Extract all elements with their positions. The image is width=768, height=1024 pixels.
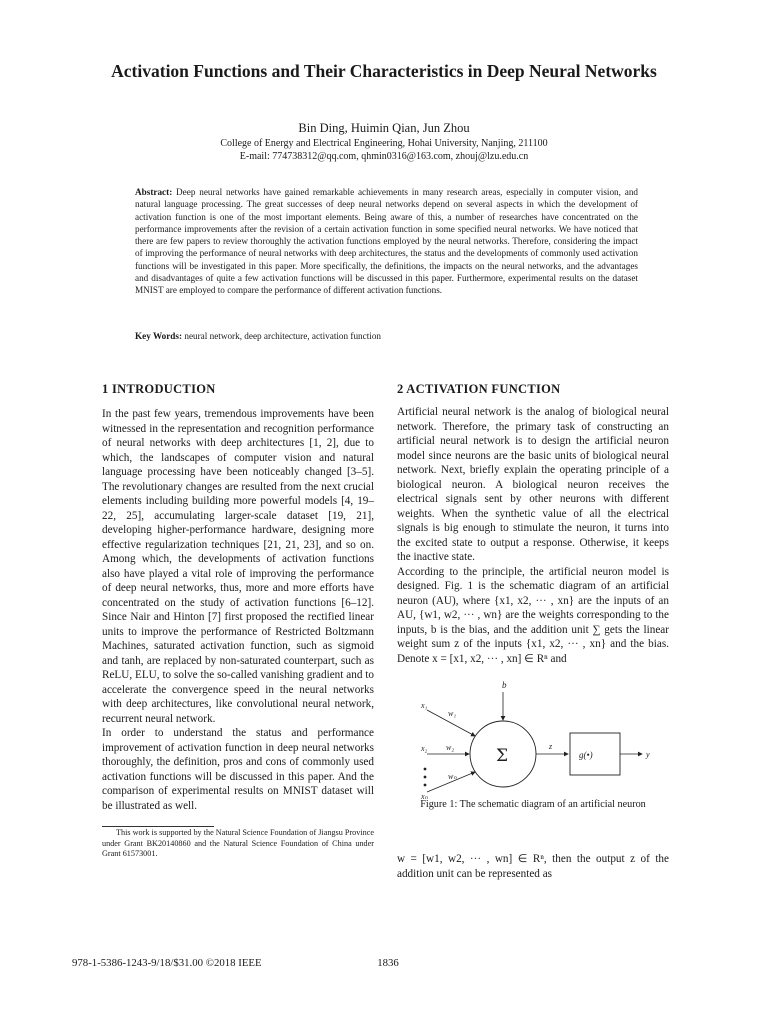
introduction-column <box>102 407 374 813</box>
author-list: Bin Ding, Huimin Qian, Jun Zhou <box>298 121 470 135</box>
keywords <box>135 331 638 341</box>
affiliation-block <box>100 138 668 163</box>
ellipsis-dot <box>424 784 427 787</box>
summation-symbol: Σ <box>496 746 509 766</box>
activation-paragraph-1: Artificial neural network is the analog of biological neural network. Therefore, the primary task of constructing an artificial neural network is to design the artificial neuron model since neurons are the basic units of biological neural network. Next, briefly explain the operating principle of a biological neuron. A biological neuron receives the electrical signals sent by other neurons with different weights. When the synthetic value of all the electrical signals is big enough to stimulate the neuron, it turns into the excited state to output a response. Otherwise, it keeps the inactive state. <box>397 406 669 563</box>
activation-paragraph-2: According to the principle, the artificial neuron model is designed. Fig. 1 is the schematic diagram of an artificial neuron (AU), where {x1, x2, ··· , xn} are the inputs of an AU, {w1, w2, ··· , wn} are the weights corresponding to the inputs, b is the bias, and the addition unit ∑ gets the linear weight sum z of the inputs {x1, x2, ··· , xn} and the bias. Denote x = [x1, x2, ··· , xn] ∈ Rⁿ and <box>397 565 669 665</box>
activation-continued <box>397 852 669 881</box>
input-xn-label: xₙ <box>421 792 428 800</box>
weight-w1-label: w₁ <box>448 709 457 718</box>
section-heading-activation-function: 2 ACTIVATION FUNCTION <box>397 382 561 396</box>
isbn-copyright: 978-1-5386-1243-9/18/$31.00 ©2018 IEEE <box>72 957 262 969</box>
activation-function-label: g(•) <box>579 750 593 760</box>
email-line: E-mail: 774738312@qq.com, qhmin0316@163.com, zhouj@lzu.edu.cn <box>239 150 529 162</box>
output-y-label: y <box>646 750 650 759</box>
abstract <box>135 186 638 297</box>
footnote-rule <box>102 826 214 827</box>
funding-footnote: This work is supported by the Natural Science Foundation of Jiangsu Province under Grant BK20140860 and the Natural Science Foundation of China under Grant 61573001. <box>102 828 374 858</box>
keywords-text: neural network, deep architecture, activation function <box>184 331 382 341</box>
z-label: z <box>549 742 553 751</box>
weight-wn-label: wₙ <box>448 772 457 781</box>
input-x1-label: x₁ <box>421 701 428 710</box>
ellipsis-dot <box>424 768 427 771</box>
intro-paragraph-2: In order to understand the status and performance improvement of activation function in deep neural networks thoroughly, the definition, pros and cons of commonly used activation functions will be discussed in this paper. And the comparison of experimental results on MNIST dataset will be illustrated as well. <box>102 727 374 812</box>
intro-paragraph-1: In the past few years, tremendous improvements have been witnessed in the representation and recognition performance of neural networks with deep architectures [1, 2], due to which, the landscapes of computer vision and natural language processing have been noticeably changed [3–5]. The revolutionary changes are resulted from the next crucial elements including building more powerful models [4, 19–22, 25], accumulating larger-scale dataset [19, 21], developing higher-performance hardware, designing more effective regularization techniques [21, 21, 23], and so on. Among which, the developments of activation functions also have played a vital role of improving the performance of deep neural networks, thus, more and more efforts have concentrated on the study of activation functions [6–12]. Since Nair and Hinton [7] first proposed the rectified linear units to improve the performance of Restricted Boltzmann Machines, saturated activation function, such as sigmoid and tanh, are replaced by non-saturated counterpart, such as ReLU, ELU, to solve the so-called vanishing gradient and to accelerate the convergence speed in the neural networks with deep architectures, like convolutional neural network, recurrent neural network. <box>102 408 374 725</box>
activation-column <box>397 405 669 666</box>
keywords-label: Key Words: <box>135 331 183 341</box>
figure-caption: Figure 1: The schematic diagram of an artificial neuron <box>420 799 646 810</box>
abstract-label: Abstract: <box>135 187 173 197</box>
weight-w2-label: w₂ <box>446 743 455 752</box>
paper-title: Activation Functions and Their Characteristics in Deep Neural Networks <box>111 61 657 81</box>
artificial-neuron-diagram <box>415 676 665 800</box>
ellipsis-dot <box>424 776 427 779</box>
input-x2-label: x₂ <box>421 744 428 753</box>
activation-function-box <box>570 733 620 775</box>
affiliation: College of Energy and Electrical Engineering, Hohai University, Nanjing, 211100 <box>220 138 548 149</box>
abstract-text: Deep neural networks have gained remarkable achievements in many research areas, especially in computer vision, and natural language processing. The great successes of deep neural networks depend on several aspects in which the development of activation function is one of the most important elements. Being aware of this, a number of researches have concentrated on the performance improvements after the revision of a certain activation function in some specified neural networks. We have noticed that there are few papers to review thoroughly the activation functions employed by the neural networks. Therefore, considering the impact of improving the performance of neural networks with deep architectures, the status and the developments of commonly used activation functions will be investigated in this paper. More specifically, the definitions, the impacts on the neural networks, and the advantages and disadvantages of quite a few activation functions will be discussed in this paper. Furthermore, experimental results on the dataset MNIST are employed to compare the performance of different activation functions. <box>135 187 639 296</box>
activation-paragraph-3: w = [w1, w2, ··· , wn] ∈ Rⁿ, then the output z of the addition unit can be represented as <box>397 853 669 880</box>
page-number: 1836 <box>377 957 399 969</box>
section-heading-introduction: 1 INTRODUCTION <box>102 382 216 396</box>
bias-label: b <box>502 680 507 690</box>
